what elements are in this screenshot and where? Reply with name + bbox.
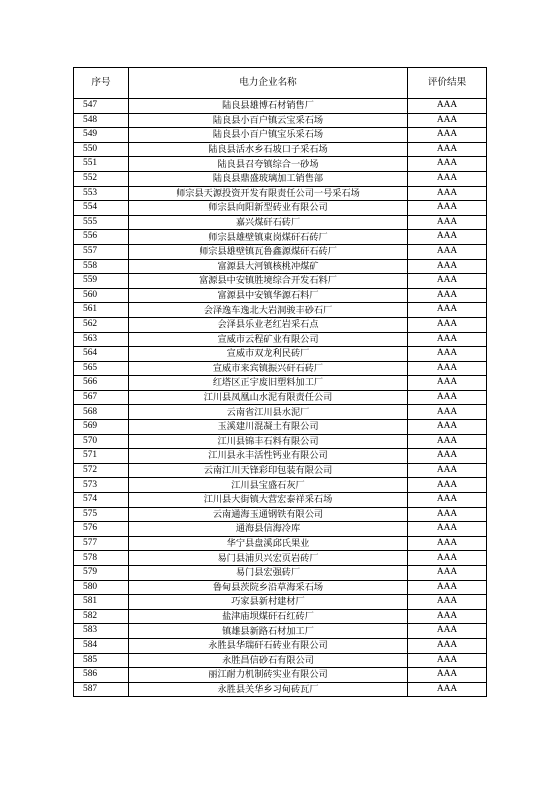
table-row bbox=[74, 332, 487, 347]
table-row bbox=[74, 522, 487, 537]
cell-name: 永胜昌信砂石有限公司 bbox=[129, 653, 408, 668]
table-row bbox=[74, 609, 487, 624]
table-row bbox=[74, 638, 487, 653]
table-row bbox=[74, 317, 487, 332]
cell-name: 师宗县向阳新型砖业有限公司 bbox=[129, 201, 408, 216]
cell-name: 通海县信海冷库 bbox=[129, 522, 408, 537]
cell-rating: AAA bbox=[408, 390, 487, 405]
cell-rating: AAA bbox=[408, 609, 487, 624]
cell-rating: AAA bbox=[408, 274, 487, 289]
table-row bbox=[74, 303, 487, 318]
table-row bbox=[74, 493, 487, 508]
cell-rating: AAA bbox=[408, 507, 487, 522]
cell-name: 云南江川天锋彩印包装有限公司 bbox=[129, 463, 408, 478]
cell-rating: AAA bbox=[408, 347, 487, 362]
cell-no: 572 bbox=[74, 463, 129, 478]
table-row bbox=[74, 551, 487, 566]
cell-rating: AAA bbox=[408, 682, 487, 697]
table-row bbox=[74, 186, 487, 201]
cell-no: 585 bbox=[74, 653, 129, 668]
table-row bbox=[74, 288, 487, 303]
cell-rating: AAA bbox=[408, 580, 487, 595]
table-row bbox=[74, 128, 487, 143]
table-row bbox=[74, 157, 487, 172]
cell-name: 江川县宝盛石灰厂 bbox=[129, 478, 408, 493]
cell-rating: AAA bbox=[408, 638, 487, 653]
cell-name: 永胜县关华乡习甸砖瓦厂 bbox=[129, 682, 408, 697]
cell-no: 549 bbox=[74, 128, 129, 143]
cell-no: 579 bbox=[74, 566, 129, 581]
cell-name: 富源县中安镇华源石料厂 bbox=[129, 288, 408, 303]
cell-rating: AAA bbox=[408, 668, 487, 683]
cell-rating: AAA bbox=[408, 653, 487, 668]
cell-rating: AAA bbox=[408, 332, 487, 347]
header-rating: 评价结果 bbox=[408, 68, 487, 99]
cell-name: 易门县浦贝兴宏页岩砖厂 bbox=[129, 551, 408, 566]
cell-rating: AAA bbox=[408, 463, 487, 478]
cell-no: 550 bbox=[74, 142, 129, 157]
cell-name: 宣威市云程矿业有限公司 bbox=[129, 332, 408, 347]
cell-no: 553 bbox=[74, 186, 129, 201]
cell-rating: AAA bbox=[408, 201, 487, 216]
table-row bbox=[74, 99, 487, 114]
cell-no: 556 bbox=[74, 230, 129, 245]
cell-no: 586 bbox=[74, 668, 129, 683]
table-row bbox=[74, 142, 487, 157]
cell-rating: AAA bbox=[408, 536, 487, 551]
cell-rating: AAA bbox=[408, 142, 487, 157]
table-row bbox=[74, 624, 487, 639]
cell-name: 会泽县乐业老红岩采石点 bbox=[129, 317, 408, 332]
table-row bbox=[74, 244, 487, 259]
cell-name: 陆良县小百户镇云宝采石场 bbox=[129, 113, 408, 128]
cell-name: 易门县宏强砖厂 bbox=[129, 566, 408, 581]
cell-no: 552 bbox=[74, 171, 129, 186]
cell-no: 574 bbox=[74, 493, 129, 508]
cell-rating: AAA bbox=[408, 128, 487, 143]
table-row bbox=[74, 463, 487, 478]
cell-name: 陆良县活水乡石坡口子采石场 bbox=[129, 142, 408, 157]
cell-rating: AAA bbox=[408, 551, 487, 566]
cell-rating: AAA bbox=[408, 522, 487, 537]
table-row bbox=[74, 668, 487, 683]
cell-no: 580 bbox=[74, 580, 129, 595]
cell-no: 577 bbox=[74, 536, 129, 551]
cell-name: 陆良县鼎盛玻璃加工销售部 bbox=[129, 171, 408, 186]
table-header-row bbox=[74, 68, 487, 99]
cell-rating: AAA bbox=[408, 215, 487, 230]
table-row bbox=[74, 201, 487, 216]
cell-rating: AAA bbox=[408, 405, 487, 420]
cell-rating: AAA bbox=[408, 317, 487, 332]
cell-name: 陆良县小百户镇宝乐采石场 bbox=[129, 128, 408, 143]
cell-rating: AAA bbox=[408, 624, 487, 639]
table-row bbox=[74, 405, 487, 420]
cell-no: 569 bbox=[74, 420, 129, 435]
cell-rating: AAA bbox=[408, 420, 487, 435]
table-row bbox=[74, 376, 487, 391]
header-no: 序号 bbox=[74, 68, 129, 99]
table-row bbox=[74, 171, 487, 186]
cell-name: 富源县中安镇胜境综合开发石料厂 bbox=[129, 274, 408, 289]
table-row bbox=[74, 230, 487, 245]
cell-rating: AAA bbox=[408, 230, 487, 245]
table-row bbox=[74, 113, 487, 128]
cell-name: 师宗县天源投资开发有限责任公司一号采石场 bbox=[129, 186, 408, 201]
table-row bbox=[74, 434, 487, 449]
cell-rating: AAA bbox=[408, 376, 487, 391]
cell-rating: AAA bbox=[408, 478, 487, 493]
cell-no: 564 bbox=[74, 347, 129, 362]
cell-no: 571 bbox=[74, 449, 129, 464]
cell-no: 559 bbox=[74, 274, 129, 289]
table-row bbox=[74, 347, 487, 362]
cell-name: 陆良县召夸镇综合一砂场 bbox=[129, 157, 408, 172]
cell-name: 巧家县新村建材厂 bbox=[129, 595, 408, 610]
enterprise-rating-table bbox=[73, 67, 487, 697]
cell-name: 江川县永丰活性钙业有限公司 bbox=[129, 449, 408, 464]
cell-no: 562 bbox=[74, 317, 129, 332]
cell-rating: AAA bbox=[408, 303, 487, 318]
cell-name: 师宗县雄壁镇東岗煤矸石砖厂 bbox=[129, 230, 408, 245]
cell-rating: AAA bbox=[408, 259, 487, 274]
cell-rating: AAA bbox=[408, 566, 487, 581]
table-row bbox=[74, 478, 487, 493]
cell-no: 560 bbox=[74, 288, 129, 303]
cell-no: 583 bbox=[74, 624, 129, 639]
cell-no: 563 bbox=[74, 332, 129, 347]
cell-no: 547 bbox=[74, 99, 129, 114]
table-row bbox=[74, 259, 487, 274]
cell-no: 557 bbox=[74, 244, 129, 259]
cell-name: 华宁县盘溪邱氏果业 bbox=[129, 536, 408, 551]
cell-no: 587 bbox=[74, 682, 129, 697]
cell-no: 551 bbox=[74, 157, 129, 172]
table-row bbox=[74, 449, 487, 464]
cell-name: 丽江耐力机制砖实业有限公司 bbox=[129, 668, 408, 683]
cell-name: 会泽逸车逸北大岩洞骏丰砂石厂 bbox=[129, 303, 408, 318]
cell-no: 570 bbox=[74, 434, 129, 449]
cell-rating: AAA bbox=[408, 434, 487, 449]
cell-name: 江川县大街镇大营宏泰祥采石场 bbox=[129, 493, 408, 508]
cell-no: 578 bbox=[74, 551, 129, 566]
table-row bbox=[74, 420, 487, 435]
table-row bbox=[74, 390, 487, 405]
cell-no: 565 bbox=[74, 361, 129, 376]
cell-name: 江川县凤凰山水泥有限责任公司 bbox=[129, 390, 408, 405]
cell-no: 575 bbox=[74, 507, 129, 522]
cell-name: 宣威市来宾镇振兴矸石砖厂 bbox=[129, 361, 408, 376]
cell-rating: AAA bbox=[408, 288, 487, 303]
cell-name: 宣威市双龙利民砖厂 bbox=[129, 347, 408, 362]
cell-rating: AAA bbox=[408, 595, 487, 610]
cell-name: 陆良县雄博石材销售厂 bbox=[129, 99, 408, 114]
table-row bbox=[74, 566, 487, 581]
cell-rating: AAA bbox=[408, 186, 487, 201]
cell-name: 师宗县雄壁镇瓦鲁鑫源煤矸石砖厂 bbox=[129, 244, 408, 259]
cell-name: 玉溪建川混凝土有限公司 bbox=[129, 420, 408, 435]
cell-no: 584 bbox=[74, 638, 129, 653]
cell-name: 鲁甸县茨院乡沿草海采石场 bbox=[129, 580, 408, 595]
table-row bbox=[74, 682, 487, 697]
cell-no: 582 bbox=[74, 609, 129, 624]
cell-no: 548 bbox=[74, 113, 129, 128]
cell-no: 567 bbox=[74, 390, 129, 405]
table-row bbox=[74, 595, 487, 610]
cell-rating: AAA bbox=[408, 244, 487, 259]
cell-no: 558 bbox=[74, 259, 129, 274]
table-row bbox=[74, 215, 487, 230]
cell-rating: AAA bbox=[408, 361, 487, 376]
cell-no: 581 bbox=[74, 595, 129, 610]
cell-rating: AAA bbox=[408, 171, 487, 186]
cell-no: 561 bbox=[74, 303, 129, 318]
cell-no: 555 bbox=[74, 215, 129, 230]
cell-name: 永胜县华瑞矸石砖业有限公司 bbox=[129, 638, 408, 653]
cell-name: 江川县锦丰石料有限公司 bbox=[129, 434, 408, 449]
cell-name: 盐津庙坝煤矸石红砖厂 bbox=[129, 609, 408, 624]
cell-rating: AAA bbox=[408, 99, 487, 114]
cell-no: 566 bbox=[74, 376, 129, 391]
table-row bbox=[74, 653, 487, 668]
cell-name: 红塔区正宇废旧塑料加工厂 bbox=[129, 376, 408, 391]
cell-name: 镇雄县新路石材加工厂 bbox=[129, 624, 408, 639]
cell-rating: AAA bbox=[408, 157, 487, 172]
cell-rating: AAA bbox=[408, 113, 487, 128]
cell-rating: AAA bbox=[408, 493, 487, 508]
table-row bbox=[74, 580, 487, 595]
header-name: 电力企业名称 bbox=[129, 68, 408, 99]
table-row bbox=[74, 507, 487, 522]
table-row bbox=[74, 361, 487, 376]
table-row bbox=[74, 274, 487, 289]
cell-name: 富源县大河镇核桃冲煤矿 bbox=[129, 259, 408, 274]
cell-name: 云南通海玉通钢铁有限公司 bbox=[129, 507, 408, 522]
table-body bbox=[74, 99, 487, 697]
cell-name: 云南省江川县水泥厂 bbox=[129, 405, 408, 420]
cell-no: 554 bbox=[74, 201, 129, 216]
cell-no: 568 bbox=[74, 405, 129, 420]
cell-no: 573 bbox=[74, 478, 129, 493]
cell-no: 576 bbox=[74, 522, 129, 537]
cell-name: 嘉兴煤矸石砖厂 bbox=[129, 215, 408, 230]
cell-rating: AAA bbox=[408, 449, 487, 464]
table-row bbox=[74, 536, 487, 551]
